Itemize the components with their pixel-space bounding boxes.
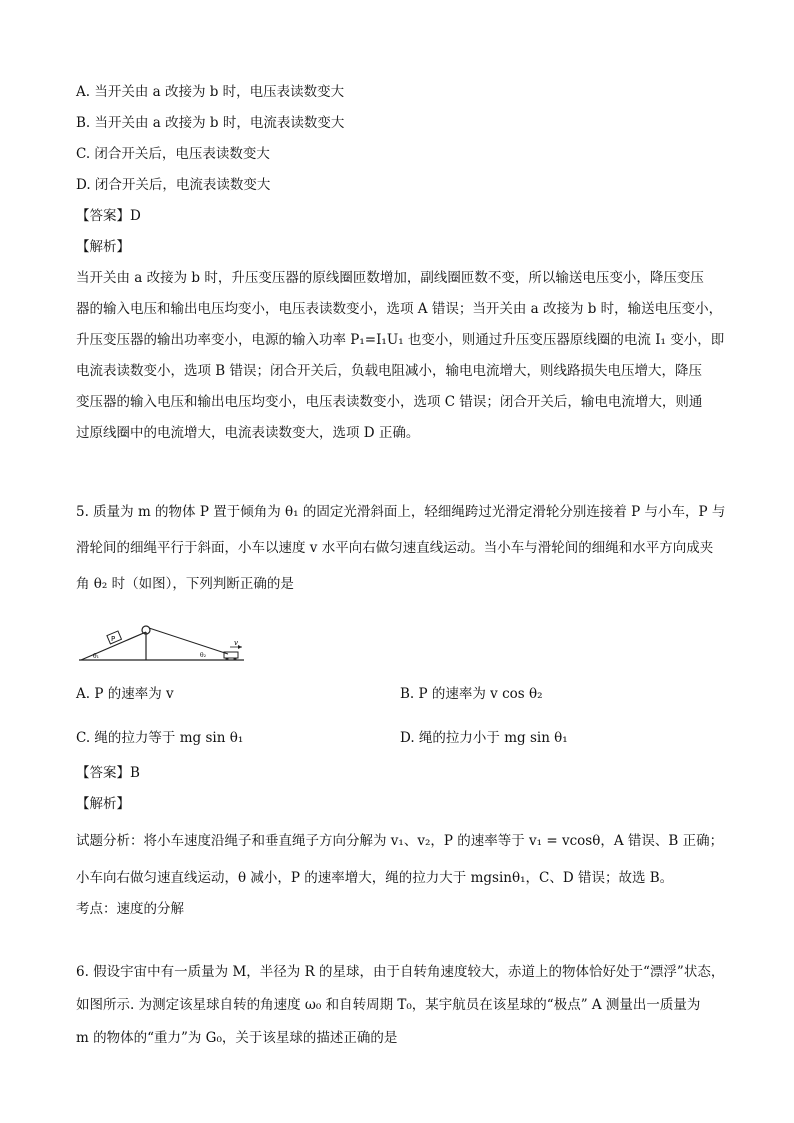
q5-stem-line: 角 θ₂ 时（如图），下列判断正确的是 bbox=[76, 576, 294, 592]
q4-analysis-line: 变压器的输入电压和输出电压均变小，电压表读数变小，选项 C 错误；闭合开关后，输电电流增大，则通 bbox=[76, 394, 703, 410]
q4-option-b: B. 当开关由 a 改接为 b 时，电流表读数变大 bbox=[76, 115, 345, 131]
q5-answer: 【答案】B bbox=[76, 765, 140, 781]
q5-stem-line: 5. 质量为 m 的物体 P 置于倾角为 θ₁ 的固定光滑斜面上，轻细绳跨过光滑定滑轮分别连接着 P 与小车，P 与 bbox=[76, 504, 726, 520]
q5-option-c: C. 绳的拉力等于 mg sin θ₁ bbox=[76, 730, 244, 746]
q4-analysis-line: 升压变压器的输出功率变小，电源的输入功率 P₁=I₁U₁ 也变小，则通过升压变压器原线圈的电流 I₁ 变小，即 bbox=[76, 332, 725, 348]
q4-analysis-title: 【解析】 bbox=[76, 239, 130, 255]
q5-option-d: D. 绳的拉力小于 mg sin θ₁ bbox=[400, 730, 568, 746]
q5-kaodian: 考点：速度的分解 bbox=[76, 901, 184, 917]
label-p: P bbox=[111, 635, 116, 643]
q5-option-b: B. P 的速率为 v cos θ₂ bbox=[400, 686, 543, 702]
q5-option-a: A. P 的速率为 v bbox=[76, 686, 174, 702]
q4-option-d: D. 闭合开关后，电流表读数变大 bbox=[76, 177, 271, 193]
arrow-right-icon bbox=[238, 645, 242, 649]
q5-analysis-title: 【解析】 bbox=[76, 796, 130, 812]
q4-analysis-line: 过原线圈中的电流增大，电流表读数变大，选项 D 正确。 bbox=[76, 425, 420, 441]
q6-stem-line: m 的物体的“重力”为 G₀，关于该星球的描述正确的是 bbox=[76, 1030, 398, 1046]
q4-analysis-line: 当开关由 a 改接为 b 时，升压变压器的原线圈匝数增加，副线圈匝数不变，所以输送电压变小，降压变压 bbox=[76, 270, 704, 286]
label-theta2: θ₂ bbox=[200, 652, 207, 659]
q4-option-c: C. 闭合开关后，电压表读数变大 bbox=[76, 146, 270, 162]
label-theta1: θ₁ bbox=[93, 653, 100, 660]
q4-option-a: A. 当开关由 a 改接为 b 时，电压表读数变大 bbox=[76, 84, 345, 100]
q4-analysis-line: 电流表读数变小，选项 B 错误；闭合开关后，负载电阻减小，输电电流增大，则线路损失电压增大，降压 bbox=[76, 363, 703, 379]
q5-analysis-line: 试题分析：将小车速度沿绳子和垂直绳子方向分解为 v₁、v₂，P 的速率等于 v₁ = vcosθ，A 错误、B 正确； bbox=[76, 833, 724, 849]
q6-stem-line: 如图所示. 为测定该星球自转的角速度 ω₀ 和自转周期 T₀，某宇航员在该星球的“极点” A 测量出一质量为 bbox=[76, 997, 701, 1013]
q6-stem-line: 6. 假设宇宙中有一质量为 M，半径为 R 的星球，由于自转角速度较大，赤道上的物体恰好处于“漂浮”状态， bbox=[76, 964, 725, 980]
q4-answer: 【答案】D bbox=[76, 208, 141, 224]
incline-pulley-figure bbox=[76, 616, 251, 670]
q4-analysis-line: 器的输入电压和输出电压均变小，电压表读数变小，选项 A 错误；当开关由 a 改接为 b 时，输送电压变小， bbox=[76, 301, 723, 317]
label-v: v bbox=[234, 639, 238, 647]
q5-stem-line: 滑轮间的细绳平行于斜面，小车以速度 v 水平向右做匀速直线运动。当小车与滑轮间的细绳和水平方向成夹 bbox=[76, 540, 714, 556]
q5-analysis-line: 小车向右做匀速直线运动，θ 减小，P 的速率增大，绳的拉力大于 mgsinθ₁，C、D 错误；故选 B。 bbox=[76, 870, 674, 886]
